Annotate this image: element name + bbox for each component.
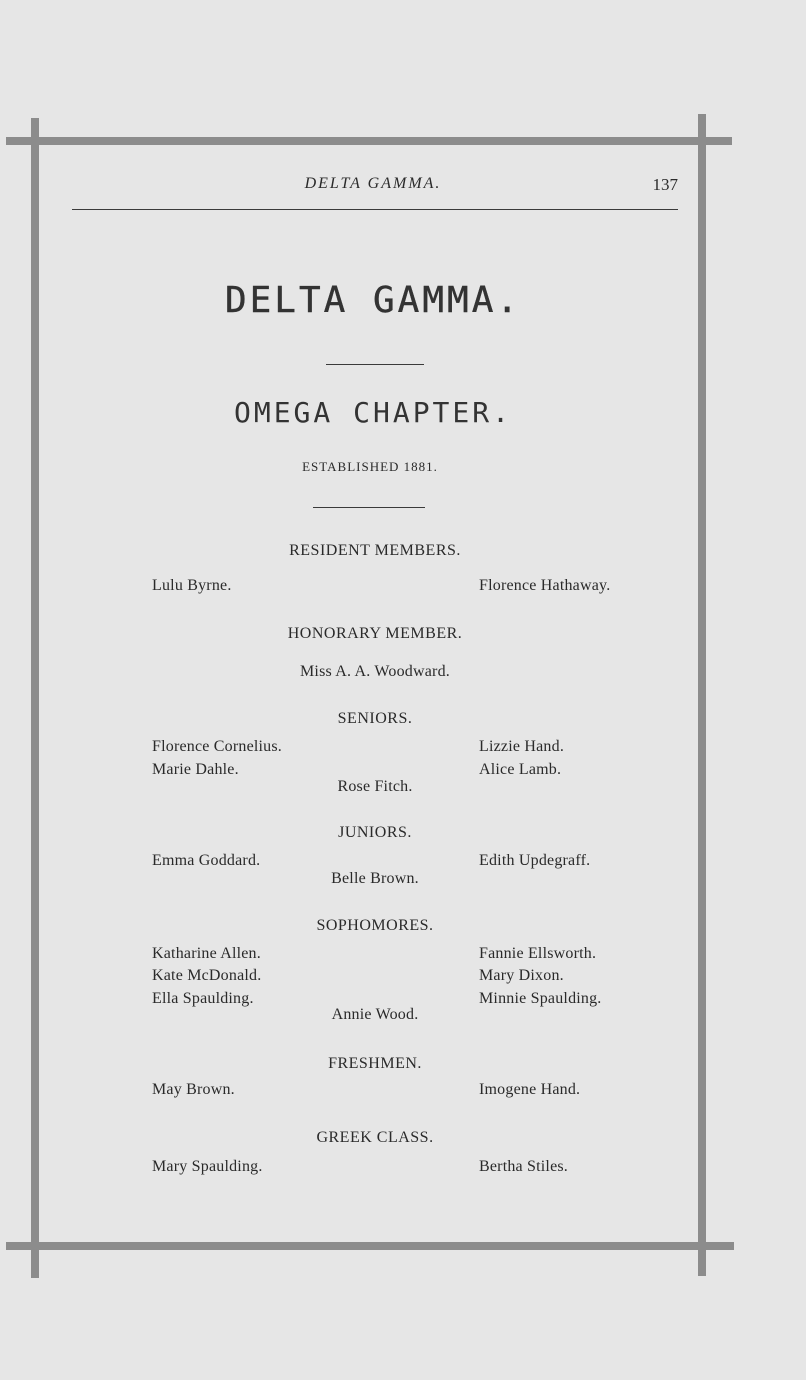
member-name: Mary Spaulding. bbox=[152, 1158, 263, 1175]
sophomores-heading: SOPHOMORES. bbox=[316, 917, 434, 934]
member-name: Emma Goddard. bbox=[152, 852, 261, 869]
honorary-member-heading: HONORARY MEMBER. bbox=[287, 625, 463, 642]
title-divider bbox=[326, 364, 424, 365]
page-number: 137 bbox=[652, 175, 678, 194]
member-name: Lizzie Hand. bbox=[479, 738, 565, 755]
frame-rule-top bbox=[6, 137, 732, 145]
member-name: Rose Fitch. bbox=[337, 778, 413, 795]
header-divider bbox=[72, 209, 678, 210]
juniors-heading: JUNIORS. bbox=[338, 824, 412, 841]
member-name: Lulu Byrne. bbox=[152, 577, 232, 594]
member-name: Florence Cornelius. bbox=[152, 738, 282, 755]
member-name: Imogene Hand. bbox=[479, 1081, 581, 1098]
member-name: Edith Updegraff. bbox=[479, 852, 591, 869]
member-name: Kate McDonald. bbox=[152, 967, 262, 984]
member-name: Ella Spaulding. bbox=[152, 990, 254, 1007]
resident-members-heading: RESIDENT MEMBERS. bbox=[289, 542, 461, 559]
running-title: DELTA GAMMA. bbox=[304, 175, 442, 192]
member-name: Miss A. A. Woodward. bbox=[300, 663, 450, 680]
member-name: Bertha Stiles. bbox=[479, 1158, 569, 1175]
freshmen-heading: FRESHMEN. bbox=[328, 1055, 422, 1072]
member-name: Fannie Ellsworth. bbox=[479, 945, 597, 962]
member-name: Alice Lamb. bbox=[479, 761, 562, 778]
member-name: Annie Wood. bbox=[331, 1006, 419, 1023]
member-name: Florence Hathaway. bbox=[479, 577, 611, 594]
member-name: Katharine Allen. bbox=[152, 945, 261, 962]
page-title: DELTA GAMMA. bbox=[224, 280, 522, 321]
member-name: May Brown. bbox=[152, 1081, 235, 1098]
chapter-title: OMEGA CHAPTER. bbox=[233, 396, 512, 429]
greek-class-heading: GREEK CLASS. bbox=[316, 1129, 434, 1146]
member-name: Marie Dahle. bbox=[152, 761, 239, 778]
frame-rule-bottom bbox=[6, 1242, 734, 1250]
member-name: Mary Dixon. bbox=[479, 967, 564, 984]
member-name: Minnie Spaulding. bbox=[479, 990, 602, 1007]
member-name: Belle Brown. bbox=[331, 870, 419, 887]
seniors-heading: SENIORS. bbox=[337, 710, 413, 727]
established-note: ESTABLISHED 1881. bbox=[302, 459, 438, 474]
chapter-divider bbox=[313, 507, 425, 508]
